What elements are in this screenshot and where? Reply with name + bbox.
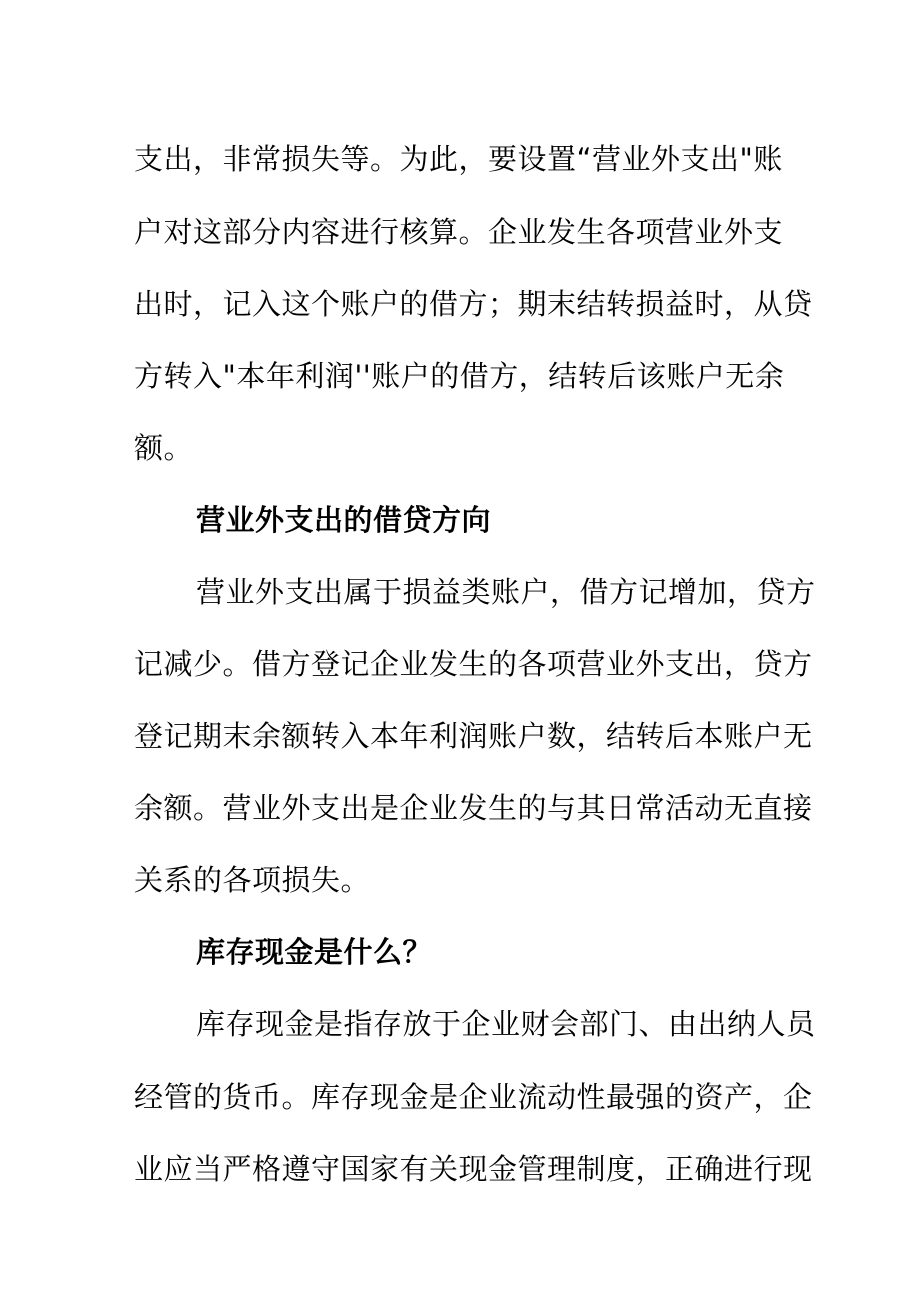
paragraph-line: 库存现金是指存放于企业财会部门、由出纳人员 [196,1007,816,1041]
paragraph-line: 支出，非常损失等。为此，要设置“营业外支出"账 [134,142,783,176]
section-heading: 营业外支出的借贷方向 [196,503,492,537]
paragraph-line: 记减少。借方登记企业发生的各项营业外支出，贷方 [134,647,813,681]
paragraph-line: 额。 [134,431,194,465]
section-heading: 库存现金是什么？ [196,935,433,969]
paragraph-line: 余额。营业外支出是企业发生的与其日常活动无直接 [134,791,813,825]
paragraph-line: 户对这部分内容进行核算。企业发生各项营业外支 [134,215,784,249]
paragraph-line: 出时，记入这个账户的借方；期末结转损益时，从贷 [134,287,813,321]
paragraph-line: 经管的货币。库存现金是企业流动性最强的资产，企 [134,1080,813,1114]
paragraph-line: 业应当严格遵守国家有关现金管理制度，正确进行现 [134,1152,813,1186]
paragraph-line: 登记期末余额转入本年利润账户数，结转后本账户无 [134,719,813,753]
paragraph-line: 营业外支出属于损益类账户，借方记增加，贷方 [196,575,816,609]
paragraph-line: 方转入"本年利润''账户的借方，结转后该账户无余 [134,359,785,393]
paragraph-line: 关系的各项损失。 [134,863,371,897]
